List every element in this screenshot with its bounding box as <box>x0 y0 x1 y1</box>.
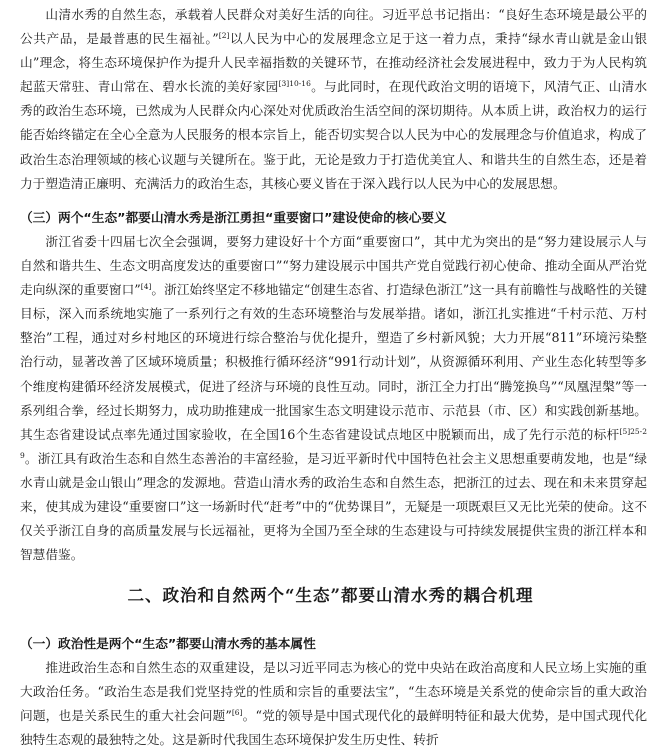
citation-marker: [3]10-16 <box>278 79 311 89</box>
citation-marker: [4] <box>140 282 152 292</box>
paragraph-text: 。与此同时，在现代政治文明的语境下，风清气正、山清水秀的政治生态环境，已然成为人民群众内心深处对优质政治生活空间的深切期待。从本质上讲，政治权力的运行能否始终锚定在全心全意为人民服务的根本宗旨上，能否切实契合以人民为中心的发展理念与价值追求，构成了政治生态治理领域的核心议题与关键所在。鉴于此，无论是致力于打造优美宜人、和谐共生的自然生态，还是着力于塑造清正廉明、充满活力的政治生态，其核心要义皆在于深入践行以人民为中心的发展思想。 <box>20 79 648 191</box>
paragraph-text: 山清水秀的自然生态，承载着人民群众对美好生活的向往。习近平总书记指出：“良好生态环境是最公平的公共产品，是最普惠的民生福祉。” <box>20 7 647 47</box>
citation-marker: [2] <box>218 31 230 41</box>
paragraph-text: 。浙江具有政治生态和自然生态善治的丰富经验，是习近平新时代中国特色社会主义思想重要萌发地，也是“绿水青山就是金山银山”理念的发源地。营造山清水秀的政治生态和自然生态，把浙江的过去、现在和未来贯穿起来，使其成为建设“重要窗口”这一场新时代“赶考”中的“优势课目”，无疑是一项既艰巨又无比光荣的使命。这不仅关乎浙江自身的高质量发展与长远福祉，更将为全国乃至全球的生态建设与可持续发展提供宝贵的浙江样本和智慧借鉴。 <box>20 450 647 563</box>
chapter-heading-2: 二、政治和自然两个“生态”都要山清水秀的耦合机理 <box>127 586 534 605</box>
paragraph-text: 。“党的领导是中国式现代化的最鲜明特征和最大优势，是中国式现代化独特生态观的最独特之处。这是新时代我国生态环境保护发生历史性、转折 <box>20 708 647 748</box>
body-paragraph-1 <box>0 3 661 196</box>
paragraph-text: 以人民为中心的发展理念立足于这一着力点，秉持“绿水青山就是金山银山”理念，将生态环境保护作为提升人民幸福指数的关键环节，在推动经济社会发展进程中，致力于为人民构筑起蓝天常驻、青山常在、碧水长流的美好家园 <box>20 31 648 95</box>
paragraph-text: 推进政治生态和自然生态的双重建设，是以习近平同志为核心的党中央站在政治高度和人民立场上实施的重大政治任务。“政治生态是我们党坚持党的性质和宗旨的重要法宝”，“生态环境是关系党的使命宗旨的重大政治问题，也是关系民生的重大社会问题” <box>20 660 647 724</box>
body-paragraph-2 <box>0 230 661 567</box>
paragraph-text: 浙江省委十四届七次全会强调，要努力建设好十个方面“重要窗口”，其中尤为突出的是“努力建设展示人与自然和谐共生、生态文明高度发达的重要窗口”“努力建设展示中国共产党自觉践行初心使命、推动全面从严治党走向纵深的重要窗口” <box>20 234 647 298</box>
citation-marker: [6] <box>231 708 243 718</box>
paragraph-text: 。浙江始终坚定不移地锚定“创建生态省、打造绿色浙江”这一具有前瞻性与战略性的关键目标，深入而系统地实施了一系列行之有效的生态环境整治与发展举措。诸如，浙江扎实推进“千村示范、万村整治”工程，通过对乡村地区的环境进行综合整治与优化提升，塑造了乡村新风貌；大力开展“811”环境污染整治行动，显著改善了区域环境质量；积极推行循环经济“991行动计划”，从资源循环利用、产业生态化转型等多个维度构建循环经济发展模式，促进了经济与环境的良性互动。同时，浙江全力打出“腾笼换鸟”“凤凰涅槃”等一系列组合拳，经过长期努力，成功助推建成一批国家生态文明建设示范市、示范县（市、区）和实践创新基地。其生态省建设试点率先通过国家验收，在全国16个生态省建设试点地区中脱颖而出，成了先行示范的标杆 <box>20 282 647 442</box>
section-heading-3: （三）两个“生态”都要山清水秀是浙江勇担“重要窗口”建设使命的核心要义 <box>20 210 447 225</box>
citation-marker: [5]25-29 <box>20 426 647 460</box>
section-heading-2-1: （一）政治性是两个“生态”都要山清水秀的基本属性 <box>20 636 316 651</box>
body-paragraph-3 <box>0 656 661 752</box>
